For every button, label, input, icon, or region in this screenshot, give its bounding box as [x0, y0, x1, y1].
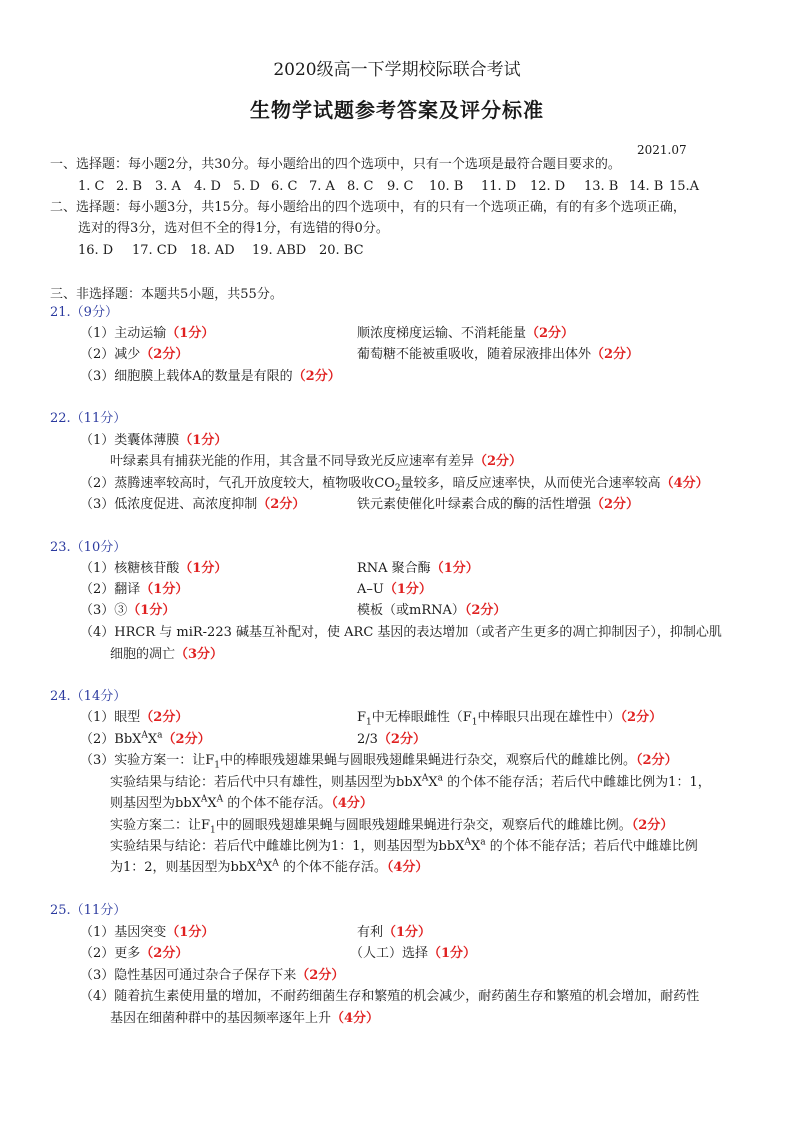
answer-item: 20. BC — [319, 243, 364, 258]
section2-answers — [78, 241, 369, 261]
section2-heading-line1: 二、选择题：每小题3分，共15分。每小题给出的四个选项中，有的只有一个选项正确，有的有多个选项正确， — [50, 200, 686, 215]
q25-line1a: （1）基因突变（1分） — [80, 925, 215, 940]
section1-answers — [78, 177, 709, 197]
answer-item: 9. C — [387, 179, 414, 194]
q25-line2b: （人工）选择（1分） — [350, 946, 477, 961]
q24-line1a: （1）眼型（2分） — [80, 710, 189, 725]
q24-line8: 为1：2，则基因型为$bbX^AX^A$ 的个体不能存活。（4分） — [110, 858, 429, 875]
q22-line2: （2）蒸腾速率较高时，气孔开放度较大，植物吸收$CO_2$量较多，暗反应速率快，从而使光合速率较高（4分） — [80, 476, 709, 494]
q24-line5: 则基因型为$bbX^AX^A$ 的个体不能存活。（4分） — [110, 794, 373, 811]
q24-line2a: $(2)BbX^AX^a(2$分） — [80, 730, 211, 747]
answer-item: 19. ABD — [252, 243, 307, 258]
q23-number: 23.（10分） — [50, 540, 127, 555]
q23-line1b: RNA 聚合酶（1分） — [357, 561, 479, 576]
q23-line4b: 细胞的凋亡（3分） — [110, 647, 224, 662]
q21-line2a: （2）减少（2分） — [80, 347, 189, 362]
q25-line4: （4）随着抗生素使用量的增加，不耐药细菌生存和繁殖的机会减少，耐药菌生存和繁殖的机会增加，耐药性 — [80, 989, 700, 1004]
answer-item: 7. A — [309, 179, 335, 194]
answer-item: 1. C — [78, 179, 105, 194]
exam-date: 2021.07 — [637, 143, 687, 157]
q21-number: 21.（9分） — [50, 305, 118, 320]
section2-heading-line2: 选对的得3分，选对但不全的得1分，有选错的得0分。 — [78, 221, 389, 236]
answer-item: 15.A — [669, 179, 700, 194]
q22-number: 22.（11分） — [50, 411, 127, 426]
answer-item: 10. B — [429, 179, 464, 194]
q25-line1b: 有利（1分） — [357, 925, 432, 940]
q21-line1b: 顺浓度梯度运输、不消耗能量（2分） — [357, 326, 575, 341]
q25-number: 25.（11分） — [50, 903, 127, 918]
q23-line2a: （2）翻译（1分） — [80, 582, 189, 597]
answer-item: 17. CD — [132, 243, 178, 258]
section1-heading: 一、选择题：每小题2分，共30分。每小题给出的四个选项中，只有一个选项是最符合题目要求的。 — [50, 157, 621, 172]
q22-line3a: （3）低浓度促进、高浓度抑制（2分） — [80, 497, 306, 512]
answer-item: 4. D — [194, 179, 221, 194]
q21-line3: （3）细胞膜上载体A的数量是有限的（2分） — [80, 369, 341, 384]
section3-heading: 三、非选择题：本题共5小题，共55分。 — [50, 287, 283, 302]
answer-item: 11. D — [481, 179, 517, 194]
q23-line1a: （1）核糖核苷酸（1分） — [80, 561, 228, 576]
answer-item: 6. C — [271, 179, 298, 194]
q24-line3: （3）实验方案一：让$F_1$中的棒眼残翅雄果蝇与圆眼残翅雌果蝇进行杂交，观察后代的雌雄比例。（2分） — [80, 753, 678, 771]
q24-number: 24.（14分） — [50, 689, 127, 704]
q21-line2b: 葡萄糖不能被重吸收，随着尿液排出体外（2分） — [357, 347, 640, 362]
answer-item: 2. B — [116, 179, 143, 194]
q23-line3b: 模板（或mRNA）（2分） — [357, 603, 507, 618]
answer-item: 14. B — [629, 179, 664, 194]
q23-line4: （4）HRCR 与 miR-223 碱基互补配对，使 ARC 基因的表达增加（或者产生更多的凋亡抑制因子），抑制心肌 — [80, 625, 722, 640]
answer-item: 16. D — [78, 243, 114, 258]
answer-item: 3. A — [155, 179, 181, 194]
answer-item: 18. AD — [190, 243, 235, 258]
page-title: 2020级高一下学期校际联合考试 — [273, 60, 521, 80]
q24-line4: 实验结果与结论：若后代中只有雄性，则基因型为$bbX^AX^a$ 的个体不能存活；若后代中雌雄比例为1：1， — [110, 773, 711, 790]
q25-line3: （3）隐性基因可通过杂合子保存下来（2分） — [80, 968, 345, 983]
q24-line2b: 2/3（2分） — [357, 732, 426, 747]
q24-line7: 实验结果与结论：若后代中雌雄比例为1：1，则基因型为$bbX^AX^a$ 的个体不能存活；若后代中雌雄比例 — [110, 837, 698, 854]
q24-line1b: $F_1$中无棒眼雌性（$F_1$中棒眼只出现在雄性中）（2分） — [357, 710, 663, 728]
q22-line1: （1）类囊体薄膜（1分） — [80, 433, 228, 448]
q21-line1a: （1）主动运输（1分） — [80, 326, 215, 341]
q22-line3b: 铁元素使催化叶绿素合成的酶的活性增强（2分） — [357, 497, 640, 512]
answer-item: 12. D — [530, 179, 566, 194]
q22-line1b: 叶绿素具有捕获光能的作用，其含量不同导致光反应速率有差异（2分） — [110, 454, 523, 469]
answer-item: 8. C — [347, 179, 374, 194]
q25-line4b: 基因在细菌种群中的基因频率逐年上升（4分） — [110, 1011, 380, 1026]
q23-line3a: （3）③（1分） — [80, 603, 176, 618]
q23-line2b: A–U（1分） — [357, 582, 432, 597]
page-subtitle: 生物学试题参考答案及评分标准 — [250, 98, 544, 122]
q25-line2a: （2）更多（2分） — [80, 946, 189, 961]
q24-line6: 实验方案二：让$F_1$中的圆眼残翅雄果蝇与圆眼残翅雌果蝇进行杂交，观察后代的雌雄比例。（2分） — [110, 818, 674, 836]
answer-item: 5. D — [233, 179, 260, 194]
answer-item: 13. B — [584, 179, 619, 194]
